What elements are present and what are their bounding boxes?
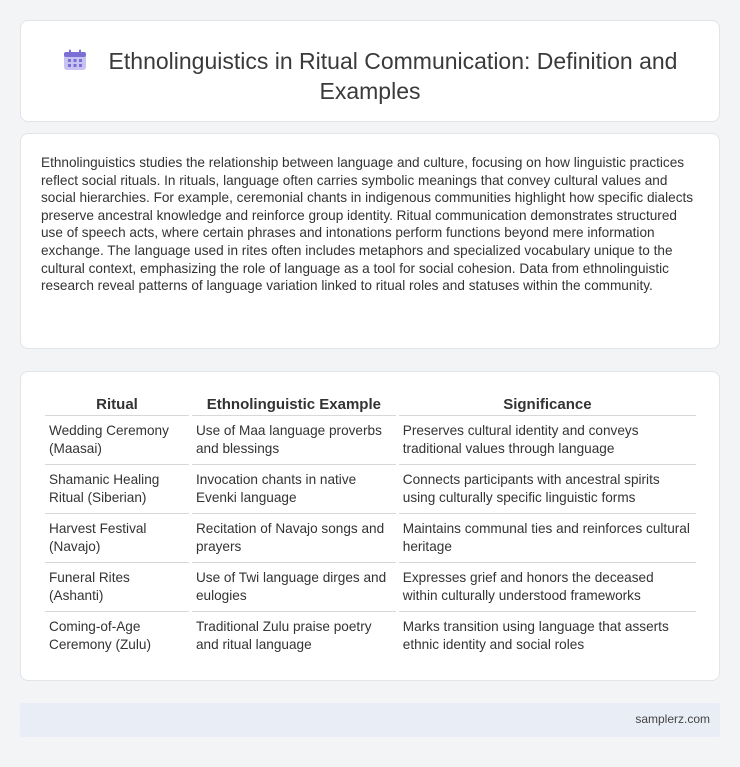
table-row (45, 612, 696, 661)
cell-ritual: Wedding Ceremony (Maasai) (45, 416, 189, 465)
cell-significance: Maintains communal ties and reinforces cultural heritage (399, 514, 696, 563)
page-title: Ethnolinguistics in Ritual Communication: Definition and Examples (108, 48, 678, 104)
intro-card (20, 133, 720, 349)
cell-example: Recitation of Navajo songs and prayers (192, 514, 396, 563)
intro-paragraph: Ethnolinguistics studies the relationship between language and culture, focusing on how linguistic practices reflect social rituals. In rituals, language often carries symbolic meanings that convey cultural values and social hierarchies. For example, ceremonial chants in indigenous communities highlight how specific dialects preserve ancestral knowledge and reinforce group identity. Ritual communication demonstrates structured use of speech acts, where certain phrases and intonations perform functions beyond mere information exchange. The language used in rites often includes metaphors and specialized vocabulary unique to the cultural context, emphasizing the role of language as a tool for social cohesion. Data from ethnolinguistic research reveal patterns of language variation linked to ritual roles and statuses within the community. (41, 155, 694, 294)
footer-bar (20, 703, 720, 737)
cell-example: Invocation chants in native Evenki language (192, 465, 396, 514)
cell-ritual: Harvest Festival (Navajo) (45, 514, 189, 563)
table-header-row (45, 394, 696, 416)
table-row (45, 514, 696, 563)
table-card (20, 371, 720, 681)
cell-significance: Marks transition using language that asserts ethnic identity and social roles (402, 619, 669, 652)
cell-significance: Connects participants with ancestral spirits using culturally specific linguistic forms (399, 465, 696, 514)
footer-site-link[interactable]: samplerz.com (635, 712, 710, 726)
column-header-ritual: Ritual (45, 394, 189, 416)
cell-example: Traditional Zulu praise poetry and ritual language (195, 619, 372, 652)
cell-example: Use of Twi language dirges and eulogies (192, 563, 396, 612)
cell-ritual: Funeral Rites (Ashanti) (45, 563, 189, 612)
ritual-table (42, 394, 699, 661)
table-row (45, 416, 696, 465)
title-card (20, 20, 720, 122)
table-row (45, 465, 696, 514)
cell-example: Use of Maa language proverbs and blessings (192, 416, 396, 465)
table-row (45, 563, 696, 612)
cell-ritual: Coming-of-Age Ceremony (Zulu) (49, 619, 151, 652)
title-wrap (21, 46, 719, 106)
column-header-example: Ethnolinguistic Example (192, 394, 396, 416)
cell-ritual: Shamanic Healing Ritual (Siberian) (45, 465, 189, 514)
cell-significance: Preserves cultural identity and conveys traditional values through language (399, 416, 696, 465)
calendar-icon (63, 49, 87, 71)
cell-significance: Expresses grief and honors the deceased within culturally understood frameworks (399, 563, 696, 612)
column-header-significance: Significance (399, 394, 696, 416)
